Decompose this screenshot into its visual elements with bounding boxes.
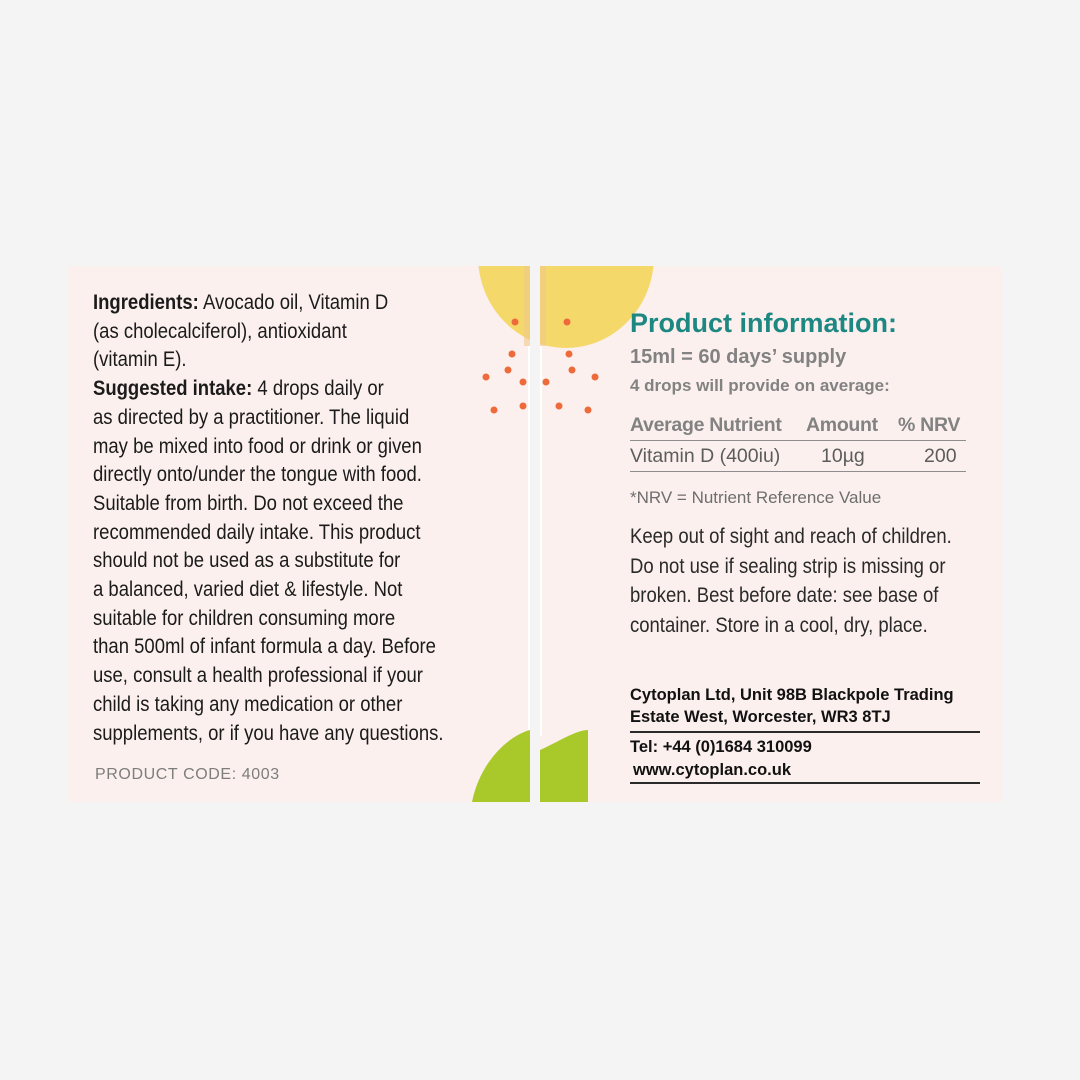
intake-text: than 500ml of infant formula a day. Before: [93, 634, 436, 659]
warning-line: Do not use if sealing strip is missing or: [630, 553, 946, 578]
intake-text: 4 drops daily or: [257, 376, 384, 401]
header-nutrient: Average Nutrient: [630, 414, 782, 436]
nrv-note: *NRV = Nutrient Reference Value: [630, 488, 882, 507]
intake-text: child is taking any medication or other: [93, 691, 403, 716]
divider: [630, 731, 980, 733]
intake-text: use, consult a health professional if your: [93, 663, 423, 688]
ingredients-text: Avocado oil, Vitamin D: [202, 290, 389, 314]
ingredients-text: (vitamin E).: [93, 347, 187, 372]
intake-text: Suitable from birth. Do not exceed the: [93, 490, 404, 515]
label-fold-seam: [530, 266, 540, 802]
intake-text: may be mixed into food or drink or given: [93, 433, 422, 458]
product-info-title: Product information:: [630, 308, 897, 338]
header-amount: Amount: [806, 414, 878, 436]
warning-line: Keep out of sight and reach of children.: [630, 524, 952, 548]
address-line: Cytoplan Ltd, Unit 98B Blackpole Trading: [630, 686, 954, 704]
header-nrv: % NRV: [898, 414, 961, 436]
left-panel-text: [93, 288, 471, 747]
cell-amount: 10µg: [821, 445, 865, 467]
phone-number: Tel: +44 (0)1684 310099: [630, 738, 812, 756]
intake-text: should not be used as a substitute for: [93, 548, 401, 573]
table-row: [630, 441, 966, 472]
intake-text: suitable for children consuming more: [93, 605, 396, 630]
product-code: PRODUCT CODE: 4003: [95, 766, 280, 783]
intake-label: Suggested intake:: [93, 376, 253, 401]
provide-text: 4 drops will provide on average:: [630, 376, 890, 395]
nutrient-table: [630, 410, 966, 472]
website-link: www.cytoplan.co.uk: [633, 761, 791, 779]
contact-info: [630, 736, 812, 782]
warning-text: [630, 522, 983, 640]
ingredients-text: (as cholecalciferol), antioxidant: [93, 318, 347, 343]
intake-text: directly onto/under the tongue with food.: [93, 462, 422, 487]
cell-nrv: 200: [924, 445, 957, 467]
divider: [630, 782, 980, 784]
supplement-label: [68, 266, 1002, 802]
warning-line: broken. Best before date: see base of: [630, 583, 939, 607]
sun-icon: [478, 266, 654, 348]
intake-text: a balanced, varied diet & lifestyle. Not: [93, 577, 403, 602]
intake-text: recommended daily intake. This product: [93, 519, 421, 544]
nutrient-table-header: [630, 410, 966, 441]
supply-text: 15ml = 60 days’ supply: [630, 346, 847, 368]
intake-text: as directed by a practitioner. The liquid: [93, 404, 410, 429]
company-address: [630, 684, 980, 728]
cell-nutrient: Vitamin D (400iu): [630, 445, 781, 467]
address-line: Estate West, Worcester, WR3 8TJ: [630, 708, 891, 726]
ingredients-label: Ingredients:: [93, 290, 199, 314]
intake-text: supplements, or if you have any questions.: [93, 720, 444, 745]
warning-line: container. Store in a cool, dry, place.: [630, 612, 928, 637]
